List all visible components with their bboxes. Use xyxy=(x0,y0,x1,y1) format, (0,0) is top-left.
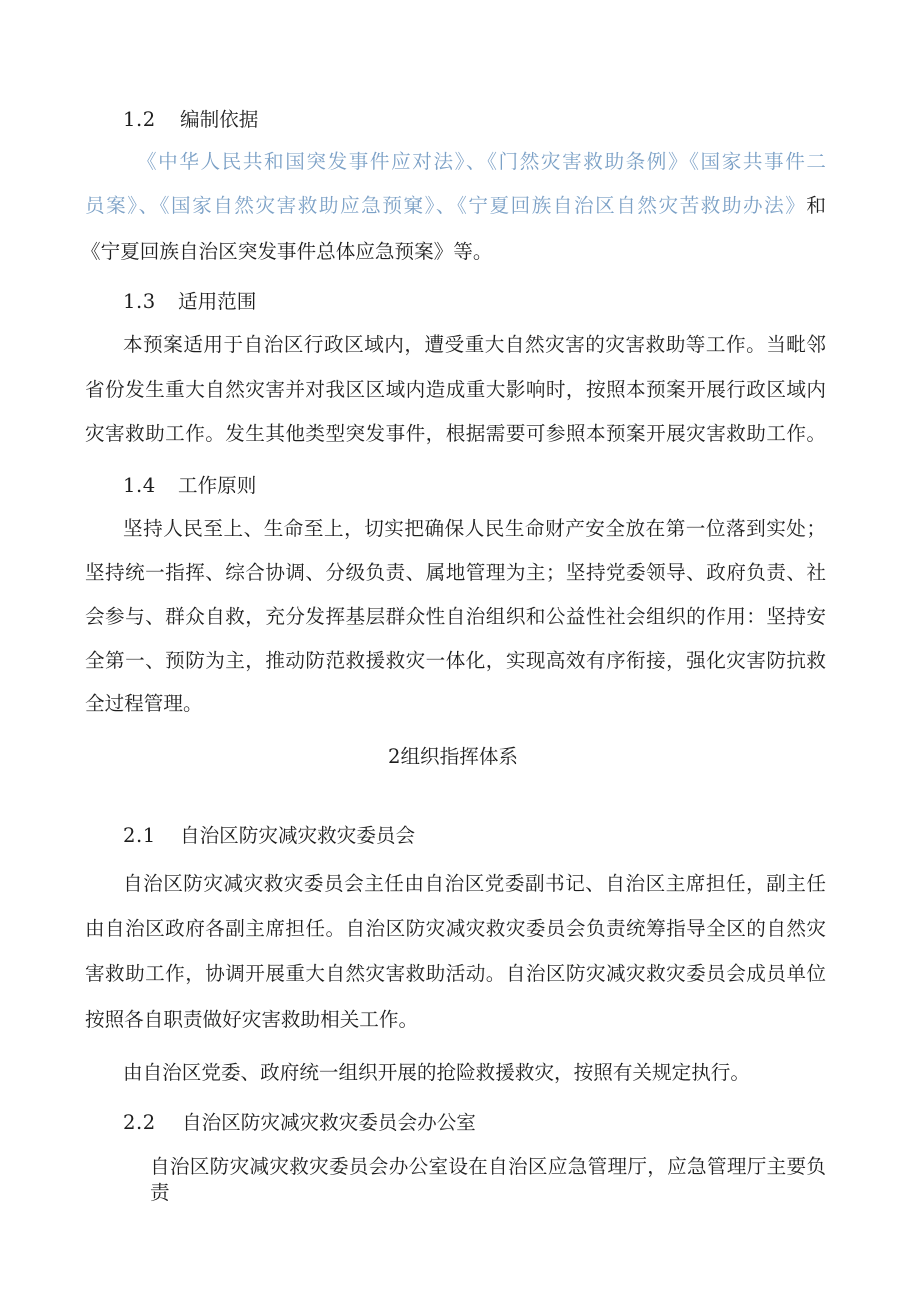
committee-line-3: 害救助工作，协调开展重大自然灾害救助活动。自治区防灾减灾救灾委员会成员单位 xyxy=(85,962,826,985)
basis-connector: 和 xyxy=(806,194,826,217)
committee-line-4: 按照各自职责做好灾害救助相关工作。 xyxy=(85,1008,419,1031)
basis-line-2 xyxy=(85,193,826,219)
principles-line-3: 会参与、群众自救，充分发挥基层群众性自治组织和公益性社会组织的作用：坚持安 xyxy=(85,605,826,628)
section-title-1-4: 工作原则 xyxy=(178,474,257,497)
section-number-2-2: 2.2 xyxy=(123,1111,156,1134)
section-number-2-1: 2.1 xyxy=(123,824,156,847)
committee-line-2: 由自治区政府各副主席担任。自治区防灾减灾救灾委员会负责统筹指导全区的自然灾 xyxy=(85,917,826,940)
chapter-title-2: 2组织指挥体系 xyxy=(388,745,519,768)
cited-regulations: 员案》、《国家自然灾害救助应急预窠》、《宁夏回族自治区自然灾苦救助办法》 xyxy=(85,194,807,217)
section-number-1-4: 1.4 xyxy=(123,474,156,497)
basis-line-1 xyxy=(137,149,826,175)
office-line-1: 自治区防灾减灾救灾委员会办公室设在自治区应急管理厅，应急管理厅主要负责 xyxy=(150,1155,826,1204)
section-title-2-1: 自治区防灾减灾救灾委员会 xyxy=(180,824,416,847)
principles-line-2: 坚持统一指挥、综合协调、分级负责、属地管理为主；坚持党委领导、政府负责、社 xyxy=(85,561,826,584)
principles-line-1: 坚持人民至上、生命至上，切实把确保人民生命财产安全放在第一位落到实处； xyxy=(123,517,826,540)
rescue-line-1: 由自治区党委、政府统一组织开展的抢险救援救灾，按照有关规定执行。 xyxy=(123,1061,750,1084)
scope-line-2: 省份发生重大自然灾害并对我区区域内造成重大影响时，按照本预案开展行政区域内 xyxy=(85,378,826,401)
scope-line-3: 灾害救助工作。发生其他类型突发事件，根据需要可参照本预案开展灾害救助工作。 xyxy=(85,422,826,445)
section-number-1-2: 1.2 xyxy=(123,108,156,131)
principles-line-4: 全第一、预防为主，推动防范救援救灾一体化，实现高效有序衔接，强化灾害防抗救 xyxy=(85,649,826,672)
cited-regulations: 《中华人民共和国突发事件应对法》、《门然灾害救助条例》《国家共事件二 xyxy=(137,150,826,173)
committee-line-1: 自治区防灾减灾救灾委员会主任由自治区党委副书记、自治区主席担任，副主任 xyxy=(123,872,826,895)
scope-line-1: 本预案适用于自治区行政区域内，遭受重大自然灾害的灾害救助等工作。当毗邻 xyxy=(123,333,826,356)
section-title-1-2: 编制依据 xyxy=(180,108,259,131)
principles-line-5: 全过程管理。 xyxy=(85,692,203,715)
basis-line-3: 《宁夏回族自治区突发事件总体应急预案》等。 xyxy=(81,240,493,263)
section-title-1-3: 适用范围 xyxy=(178,290,257,313)
section-title-2-2: 自治区防灾减灾救灾委员会办公室 xyxy=(182,1111,476,1134)
section-number-1-3: 1.3 xyxy=(123,290,156,313)
